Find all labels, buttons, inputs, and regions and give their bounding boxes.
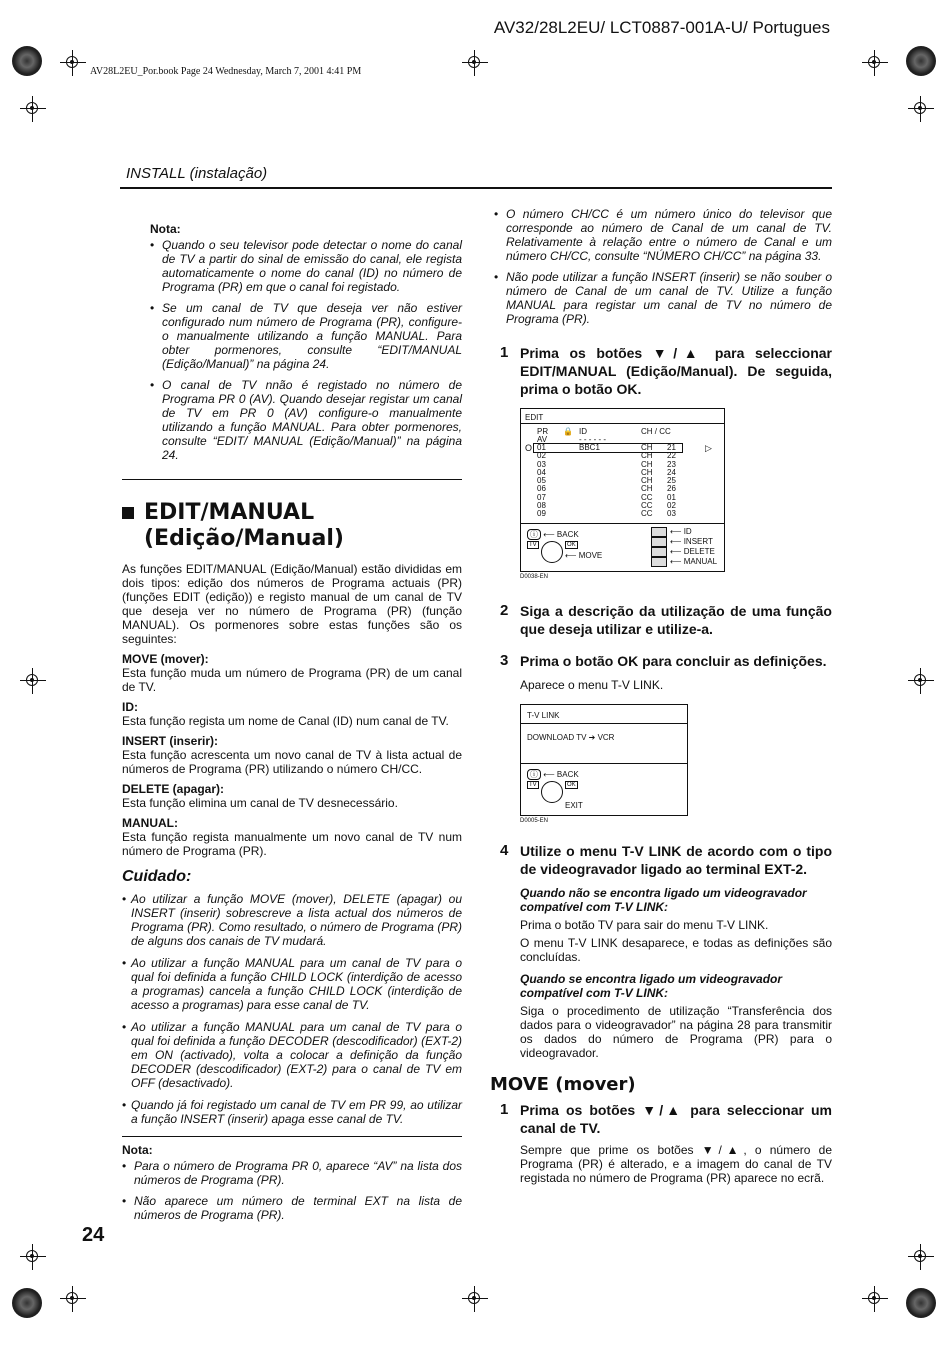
- circle-cursor-icon: O: [525, 443, 533, 453]
- step-number: 4: [500, 842, 509, 859]
- tv-button-icon: TV: [529, 542, 537, 548]
- legend-manual: ⟵ MANUAL: [651, 557, 717, 567]
- note2-title: Nota:: [122, 1143, 153, 1157]
- edit-osd-figure: [520, 408, 832, 580]
- square-bullet-icon: [122, 507, 134, 519]
- page-number: 24: [82, 1224, 105, 1246]
- legend-insert: ⟵ INSERT: [651, 537, 717, 547]
- case2-title: Quando se encontra ligado um videogravador compatível com T-V LINK:: [520, 972, 783, 1000]
- case1-title: Quando não se encontra ligado um videogravador compatível com T-V LINK:: [520, 886, 807, 914]
- top-bullet: • Não pode utilizar a função INSERT (inserir) se não souber o número de Canal de um canal de TV. Utilize a função MANUAL para registar um canal de TV no número de Programa (PR).: [494, 270, 832, 326]
- color-button-icon: [651, 527, 667, 537]
- top-bullet: • O número CH/CC é um número único do televisor que corresponde ao número de Canal de um canal de TV. Relativamente à relação entre o número de Canal e um número CH/CC, consulte “NÚMERO CH/CC” na página 33.: [494, 207, 832, 263]
- crosshair-icon: [20, 668, 46, 694]
- edit-osd-screen: [520, 408, 725, 572]
- function-name: DELETE (apagar):: [122, 782, 225, 796]
- note-bullet: • Quando o seu televisor pode detectar o nome do canal de TV a partir do sinal de emissão do canal, ele regista automaticamente o nome do canal (ID) no número de Programa (PR) em que o canal foi registado.: [150, 238, 462, 294]
- osd-move-hint: ⟵ MOVE: [565, 551, 603, 560]
- info-button-icon: ⓘ: [527, 529, 541, 540]
- osd-title: EDIT: [525, 413, 544, 422]
- case1-text: O menu T-V LINK desaparece, e todas as definições são concluídas.: [520, 936, 832, 964]
- tvlink-osd-figure: [520, 704, 832, 824]
- header-rule: [120, 187, 832, 189]
- registration-disc-icon: [12, 1288, 42, 1318]
- step-2: [490, 602, 832, 638]
- ok-button-icon: OK: [567, 542, 576, 548]
- step-number: 1: [500, 344, 509, 361]
- osd-back-hint: ⓘ ⟵ BACK: [527, 529, 579, 540]
- function-desc: Esta função regista manualmente um novo canal de TV num número de Programa (PR).: [122, 830, 462, 858]
- caution-bullet: • Ao utilizar a função MANUAL para um canal de TV para o qual foi definida a função DECODER (descodificador) (EXT-2) em ON (activado), volta a colocar a definição da função DECODER (descodificador) (EXT-2) para o canal de TV em OFF (desactivado).: [122, 1020, 462, 1090]
- note-box: [122, 222, 462, 480]
- step-text: Prima o botão OK para concluir as definições.: [520, 653, 827, 669]
- tvlink-download-line: DOWNLOAD TV ➔ VCR: [527, 733, 615, 742]
- osd-row: 04 CH 24: [537, 467, 676, 477]
- caution-bullet: • Ao utilizar a função MOVE (mover), DELETE (apagar) ou INSERT (inserir) sobrescreve a lista actual dos números de Programa (PR). Como resultado, o número de Programa (PR) de alguns dos canais de TV mudará.: [122, 892, 462, 948]
- function-name: INSERT (inserir):: [122, 734, 219, 748]
- caution-bullet: • Ao utilizar a função MANUAL para um canal de TV para o qual foi definida a função CHILD LOCK (interdição de acesso a programas) cancela a função CHILD LOCK (interdição de acesso a programas) para esse canal de TV.: [122, 956, 462, 1012]
- caution-bullet: • Quando já foi registado um canal de TV em PR 99, ao utilizar a função INSERT (inserir) apaga esse canal de TV.: [122, 1098, 462, 1126]
- crosshair-icon: [462, 1286, 488, 1312]
- function-desc: Esta função acrescenta um novo canal de TV à lista actual de números de Programa (PR) utilizando o número CH/CC.: [122, 748, 462, 776]
- section-heading: [122, 500, 462, 552]
- crosshair-icon: [60, 1286, 86, 1312]
- move-step-subtext: Sempre que prime os botões ▼/▲, o número de Programa (PR) é alterado, e a imagem do canal de TV registada no número de Programa (PR) aparece no ecrã.: [520, 1143, 832, 1185]
- legend-id: ⟵ ID: [651, 527, 717, 537]
- book-info-line: AV28L2EU_Por.book Page 24 Wednesday, March 7, 2001 4:41 PM: [90, 66, 362, 77]
- osd-divider: [521, 423, 724, 424]
- osd-rows: [537, 443, 697, 518]
- osd-row: 07 CC 01: [537, 492, 676, 502]
- section-heading-text: EDIT/MANUAL (Edição/Manual): [144, 500, 344, 551]
- crosshair-icon: [20, 1244, 46, 1270]
- step-4: [490, 842, 832, 878]
- move-step-1: [490, 1101, 832, 1137]
- crosshair-icon: [908, 1244, 934, 1270]
- crosshair-icon: [908, 668, 934, 694]
- step3-subtext: Aparece o menu T-V LINK.: [520, 678, 664, 692]
- function-name: MANUAL:: [122, 816, 178, 830]
- note-bullet: • O canal de TV nnão é registado no número de Programa PR 0 (AV). Quando desejar registar um canal de TV em PR 0 (AV) configure-o manualmente utilizando a função MANUAL. Para obter pormenores, consulte “EDIT/ MANUAL (Edição/Manual)” na página 24.: [150, 378, 462, 462]
- function-desc: Esta função muda um número de Programa (PR) de um canal de TV.: [122, 666, 462, 694]
- note-box-2: [122, 1136, 462, 1222]
- osd-divider: [521, 723, 687, 724]
- note2-bullet: • Para o número de Programa PR 0, aparece “AV” na lista dos números de Programa (PR).: [122, 1159, 462, 1187]
- right-column: [490, 207, 832, 1185]
- crosshair-icon: [862, 1286, 888, 1312]
- osd-row: 01 BBC1 CH 21: [537, 443, 676, 452]
- note2-bullet: • Não aparece um número de terminal EXT na lista de números de Programa (PR).: [122, 1194, 462, 1222]
- function-name: MOVE (mover):: [122, 652, 209, 666]
- legend-delete: ⟵ DELETE: [651, 547, 717, 557]
- osd-row: 09 CC 03: [537, 509, 676, 519]
- color-button-icon: [651, 557, 667, 567]
- crosshair-icon: [60, 50, 86, 76]
- step-text: Prima os botões ▼/▲ para seleccionar um canal de TV.: [520, 1102, 832, 1136]
- osd-legend: [651, 527, 717, 567]
- step-text: Utilize o menu T-V LINK de acordo com o tipo de videogravador ligado ao terminal EXT-2.: [520, 843, 832, 877]
- row-av: AV: [537, 435, 548, 444]
- figure-caption: D0038-EN: [520, 574, 549, 580]
- case1-text: Prima o botão TV para sair do menu T-V LINK.: [520, 918, 769, 932]
- step-number: 3: [500, 652, 509, 669]
- step-text: Siga a descrição da utilização de uma função que deseja utilizar e utilize-a.: [520, 603, 832, 637]
- registration-disc-icon: [906, 1288, 936, 1318]
- crosshair-icon: [462, 50, 488, 76]
- step-text: Prima os botões ▼/▲ para seleccionar EDIT/MANUAL (Edição/Manual). De seguida, prima o botão OK.: [520, 345, 832, 397]
- figure-caption: D0005-EN: [520, 818, 549, 824]
- registration-disc-icon: [906, 46, 936, 76]
- tvlink-osd-screen: [520, 704, 688, 816]
- step-number: 2: [500, 602, 509, 619]
- document-title: AV32/28L2EU/ LCT0887-001A-U/ Portugues: [493, 18, 830, 37]
- registration-disc-icon: [12, 46, 42, 76]
- dpad-icon: [541, 781, 563, 803]
- case2-text: Siga o procedimento de utilização “Transferência dos dados para o videogravador” na página 28 para transmitir os dados do número de Programa (PR) para o videogravador.: [520, 1004, 832, 1060]
- col-pr: PR: [537, 427, 549, 436]
- col-chcc: CH / CC: [641, 427, 671, 436]
- crosshair-icon: [908, 96, 934, 122]
- lock-icon: 🔒: [563, 427, 573, 436]
- tvlink-title: T-V LINK: [527, 711, 560, 720]
- function-desc: Esta função regista um nome de Canal (ID) num canal de TV.: [122, 714, 449, 728]
- tvlink-back-hint: ⓘ ⟵ BACK: [527, 769, 579, 780]
- osd-row: 02 CH 22: [537, 451, 676, 461]
- osd-row: 05 CH 25: [537, 476, 676, 486]
- section-header: INSTALL (instalação): [126, 165, 268, 182]
- step-number: 1: [500, 1101, 509, 1118]
- col-id: ID: [579, 427, 587, 436]
- note-bullet: • Se um canal de TV que deseja ver não estiver configurado num número de Programa (PR), configure-o manualmente utilizando a função MANUAL. Para obter pormenores, consulte “EDIT/MANUAL (Edição/Manual)” na página 24.: [150, 301, 462, 371]
- tvlink-exit-hint: EXIT: [565, 801, 583, 810]
- osd-divider: [521, 763, 687, 764]
- info-button-icon: ⓘ: [527, 769, 541, 780]
- osd-row: 03 CH 23: [537, 459, 676, 469]
- id-dashes: - - - - - -: [579, 435, 607, 444]
- crosshair-icon: [20, 96, 46, 122]
- osd-divider: [521, 523, 724, 524]
- function-desc: Esta função elimina um canal de TV desnecessário.: [122, 796, 398, 810]
- color-button-icon: [651, 547, 667, 557]
- caution-title: Cuidado:: [122, 868, 192, 885]
- ok-button-icon: OK: [567, 782, 576, 788]
- move-heading: MOVE (mover): [490, 1074, 636, 1095]
- osd-row: 08 CC 02: [537, 501, 676, 511]
- intro-paragraph: As funções EDIT/MANUAL (Edição/Manual) estão divididas em dois tipos: edição dos números de Programa actuais (PR) (funções EDIT (edição)) e registo manual de um canal de TV que deseja ver no número de Programa (PR) (função MANUAL). Os pormenores sobre estas funções são os seguintes:: [122, 562, 462, 646]
- left-column: [122, 222, 462, 1229]
- step-1: [490, 344, 832, 398]
- function-name: ID:: [122, 700, 138, 714]
- step-3: [490, 652, 832, 670]
- right-arrow-icon: ▷: [705, 443, 712, 453]
- tv-button-icon: TV: [529, 782, 537, 788]
- color-button-icon: [651, 537, 667, 547]
- crosshair-icon: [862, 50, 888, 76]
- dpad-icon: [541, 541, 563, 563]
- osd-row: 06 CH 26: [537, 484, 676, 494]
- note-title: Nota:: [150, 222, 181, 236]
